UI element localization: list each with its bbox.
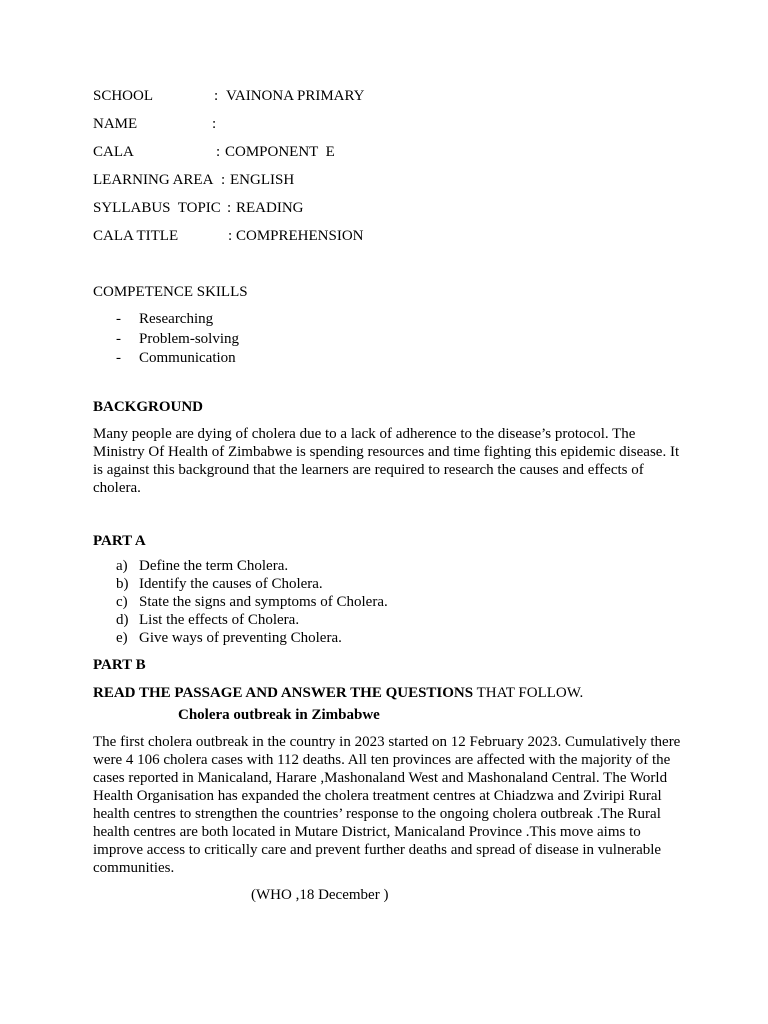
header-separator: : — [228, 228, 233, 244]
header-separator: : — [221, 172, 226, 188]
header-row-learning-area — [93, 170, 683, 198]
part-b-instruction — [93, 683, 683, 703]
question-text: Define the term Cholera. — [139, 557, 289, 574]
skill-text: Problem-solving — [139, 330, 239, 347]
question-item — [93, 593, 683, 611]
list-item — [93, 310, 683, 330]
question-item — [93, 611, 683, 629]
question-text: State the signs and symptoms of Cholera. — [139, 593, 388, 610]
header-row-cala-title — [93, 226, 683, 254]
part-b-title: PART B — [93, 656, 146, 673]
question-text: Give ways of preventing Cholera. — [139, 629, 342, 646]
header-row-school — [93, 86, 683, 114]
competence-skills-list — [93, 310, 683, 369]
header-label: NAME — [93, 116, 138, 132]
question-item — [93, 557, 683, 575]
passage-title: Cholera outbreak in Zimbabwe — [178, 706, 380, 723]
background-title: BACKGROUND — [93, 398, 204, 415]
question-label: c) — [116, 593, 128, 610]
instruction-bold: READ THE PASSAGE AND ANSWER THE QUESTIONS — [93, 684, 474, 701]
header-row-name — [93, 114, 683, 142]
question-text: Identify the causes of Cholera. — [139, 575, 323, 592]
question-label: a) — [116, 557, 128, 574]
header-label: CALA — [93, 144, 134, 160]
header-row-syllabus-topic — [93, 198, 683, 226]
question-label: e) — [116, 629, 128, 646]
instruction-rest: THAT FOLLOW. — [473, 684, 584, 701]
background-paragraph: Many people are dying of cholera due to a lack of adherence to the disease’s protocol. The Ministry Of Health of Zimbabwe is spending resources and time fighting this epidemic disease. It is against this background that the learners are required to research the causes and effects of cholera. — [93, 425, 680, 496]
bullet-dash: - — [116, 311, 121, 327]
skill-text: Communication — [139, 350, 236, 366]
bullet-dash: - — [116, 330, 121, 347]
header-separator: : — [227, 200, 232, 216]
header-label: SYLLABUS TOPIC — [93, 200, 221, 216]
header-separator: : — [214, 88, 219, 104]
header-value: VAINONA PRIMARY — [226, 88, 365, 104]
header-separator: : — [216, 144, 221, 160]
competence-skills-title: COMPETENCE SKILLS — [93, 284, 248, 300]
bullet-dash: - — [116, 350, 121, 366]
list-item — [93, 349, 683, 369]
document-page — [93, 86, 683, 905]
header-separator: : — [212, 116, 217, 132]
header-label: CALA TITLE — [93, 228, 179, 244]
passage-paragraph: The first cholera outbreak in the country in 2023 started on 12 February 2023. Cumulatively there were 4 106 cholera cases with 112 deaths. All ten provinces are affected with the majority of the cases reported in Manicaland, Harare ,Mashonaland West and Mashonaland Central. The World Health Organisation has expanded the cholera treatment centres at Chiadzwa and Zviripi Rural health centres to strengthen the countries’ response to the ongoing cholera outbreak .The Rural health centres are both located in Mutare District, Manicaland Province .This move aims to improve access to critically care and prevent further deaths and spread of disease in vulnerable communities. — [93, 733, 681, 876]
part-a-questions — [93, 557, 683, 647]
header-label: LEARNING AREA — [93, 172, 214, 188]
skill-text: Researching — [139, 311, 214, 327]
header-label: SCHOOL — [93, 88, 154, 104]
part-a-title: PART A — [93, 532, 146, 549]
passage-source: (WHO ,18 December ) — [251, 886, 389, 903]
question-text: List the effects of Cholera. — [139, 611, 300, 628]
header-value: COMPONENT E — [225, 144, 335, 160]
question-item — [93, 575, 683, 593]
header-value: READING — [236, 200, 304, 216]
header-value: ENGLISH — [230, 172, 295, 188]
list-item — [93, 330, 683, 350]
question-label: b) — [116, 575, 129, 592]
question-item — [93, 629, 683, 647]
header-value: COMPREHENSION — [236, 228, 364, 244]
header-row-cala — [93, 142, 683, 170]
question-label: d) — [116, 611, 129, 628]
